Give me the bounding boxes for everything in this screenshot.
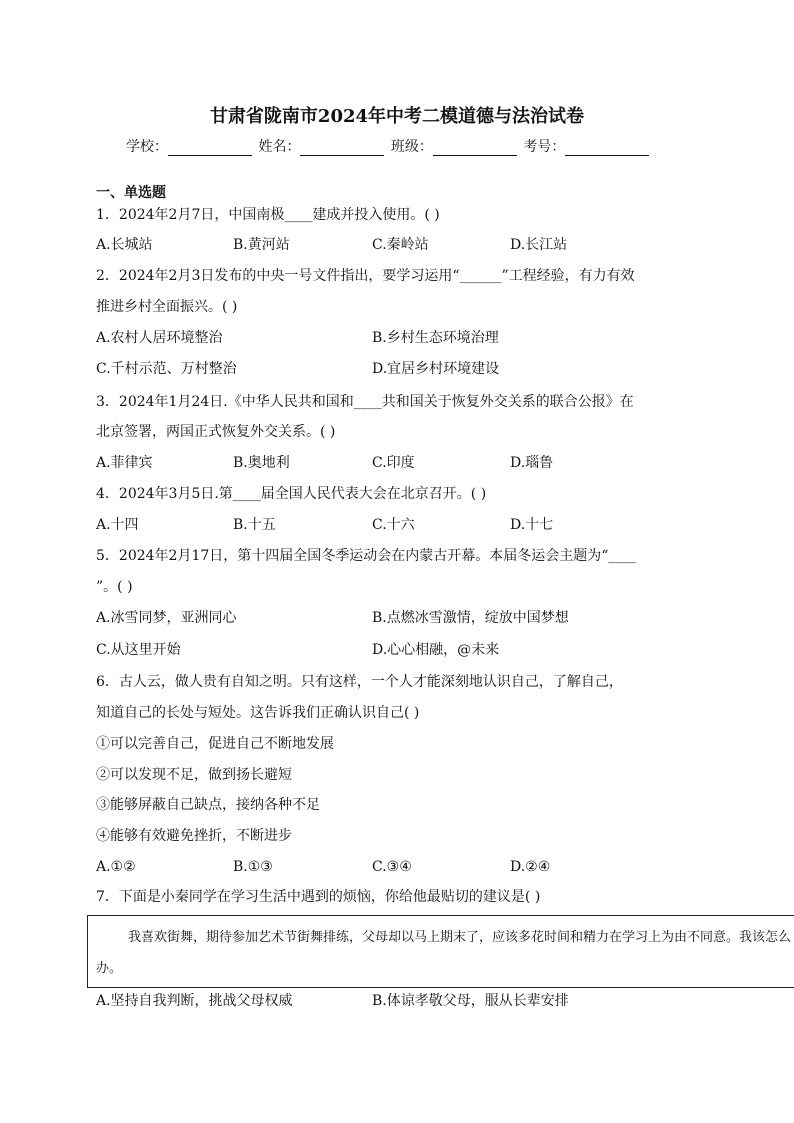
q3-option-d: D.瑙鲁 (510, 455, 554, 471)
q7-option-a: A.坚持自我判断，挑战父母权威 (96, 993, 293, 1009)
question-5-stem: 5．2024年2月17日，第十四届全国冬季运动会在内蒙古开幕。本届冬运会主题为“____ (96, 548, 637, 564)
q7-option-b: B.体谅孝敬父母，服从长辈安排 (372, 993, 569, 1009)
question-4-stem: 4．2024年3月5日.第____届全国人民代表大会在北京召开。( ) (96, 486, 487, 502)
question-2-stem-cont: 推进乡村全面振兴。( ) (96, 299, 238, 315)
question-5-stem-cont: ”。( ) (96, 579, 133, 595)
question-6-stem-cont: 知道自己的长处与短处。这告诉我们正确认识自己( ) (96, 705, 420, 721)
q5-option-d: D.心心相融，@未来 (372, 642, 500, 658)
q2-option-b: B.乡村生态环境治理 (372, 330, 499, 346)
school-blank[interactable] (168, 141, 252, 156)
q6-option-b: B.①③ (233, 859, 273, 875)
q1-option-a: A.长城站 (96, 237, 153, 253)
q4-option-c: C.十六 (372, 517, 415, 533)
q6-statement-3: ③能够屏蔽自己缺点，接纳各种不足 (96, 797, 320, 813)
class-label: 班级： (390, 139, 433, 155)
q2-option-d: D.宜居乡村环境建设 (372, 361, 500, 377)
question-7-stem: 7．下面是小秦同学在学习生活中遇到的烦恼，你给他最贴切的建议是( ) (96, 889, 541, 905)
q5-option-a: A.冰雪同梦，亚洲同心 (96, 610, 237, 626)
q3-option-b: B.奥地利 (233, 455, 290, 471)
class-blank[interactable] (433, 141, 517, 156)
name-blank[interactable] (300, 141, 384, 156)
scenario-text-line-2: 办。 (96, 961, 123, 976)
q4-option-b: B.十五 (233, 517, 276, 533)
q6-option-c: C.③④ (372, 859, 412, 875)
q6-option-a: A.①② (96, 859, 136, 875)
school-label: 学校： (126, 139, 168, 155)
q2-option-c: C.千村示范、万村整治 (96, 361, 237, 377)
number-blank[interactable] (565, 141, 649, 156)
question-6-stem: 6．古人云，做人贵有自知之明。只有这样，一个人才能深刻地认识自己，了解自己， (96, 674, 623, 690)
question-2-stem: 2．2024年2月3日发布的中央一号文件指出，要学习运用“______”工程经验，有力有效 (96, 268, 635, 284)
question-3-stem: 3．2024年1月24日.《中华人民共和国和____共和国关于恢复外交关系的联合公报》在 (96, 394, 634, 410)
question-1-stem: 1．2024年2月7日，中国南极____建成并投入使用。( ) (96, 207, 440, 223)
q3-option-c: C.印度 (372, 455, 415, 471)
question-3-stem-cont: 北京签署，两国正式恢复外交关系。( ) (96, 424, 336, 440)
q1-option-d: D.长江站 (510, 237, 568, 253)
name-label: 姓名： (258, 139, 301, 155)
q2-option-a: A.农村人居环境整治 (96, 330, 223, 346)
q3-option-a: A.菲律宾 (96, 455, 153, 471)
q6-statement-1: ①可以完善自己，促进自己不断地发展 (96, 736, 334, 752)
q5-option-b: B.点燃冰雪激情，绽放中国梦想 (372, 610, 569, 626)
section-heading: 一、单选题 (96, 185, 166, 201)
scenario-text-line-1: 我喜欢街舞，期待参加艺术节街舞排练，父母却以马上期末了，应该多花时间和精力在学习上为由不同意。我该怎么 (128, 930, 792, 945)
student-info-line (126, 136, 651, 156)
q4-option-a: A.十四 (96, 517, 139, 533)
q6-option-d: D.②④ (510, 859, 551, 875)
number-label: 考号： (523, 139, 566, 155)
q6-statement-4: ④能够有效避免挫折，不断进步 (96, 828, 292, 844)
scenario-box (87, 915, 794, 988)
q6-statement-2: ②可以发现不足，做到扬长避短 (96, 767, 292, 783)
q1-option-b: B.黄河站 (233, 237, 290, 253)
q1-option-c: C.秦岭站 (372, 237, 429, 253)
q5-option-c: C.从这里开始 (96, 642, 181, 658)
q4-option-d: D.十七 (510, 517, 554, 533)
exam-title: 甘肃省陇南市2024年中考二模道德与法治试卷 (209, 106, 585, 127)
